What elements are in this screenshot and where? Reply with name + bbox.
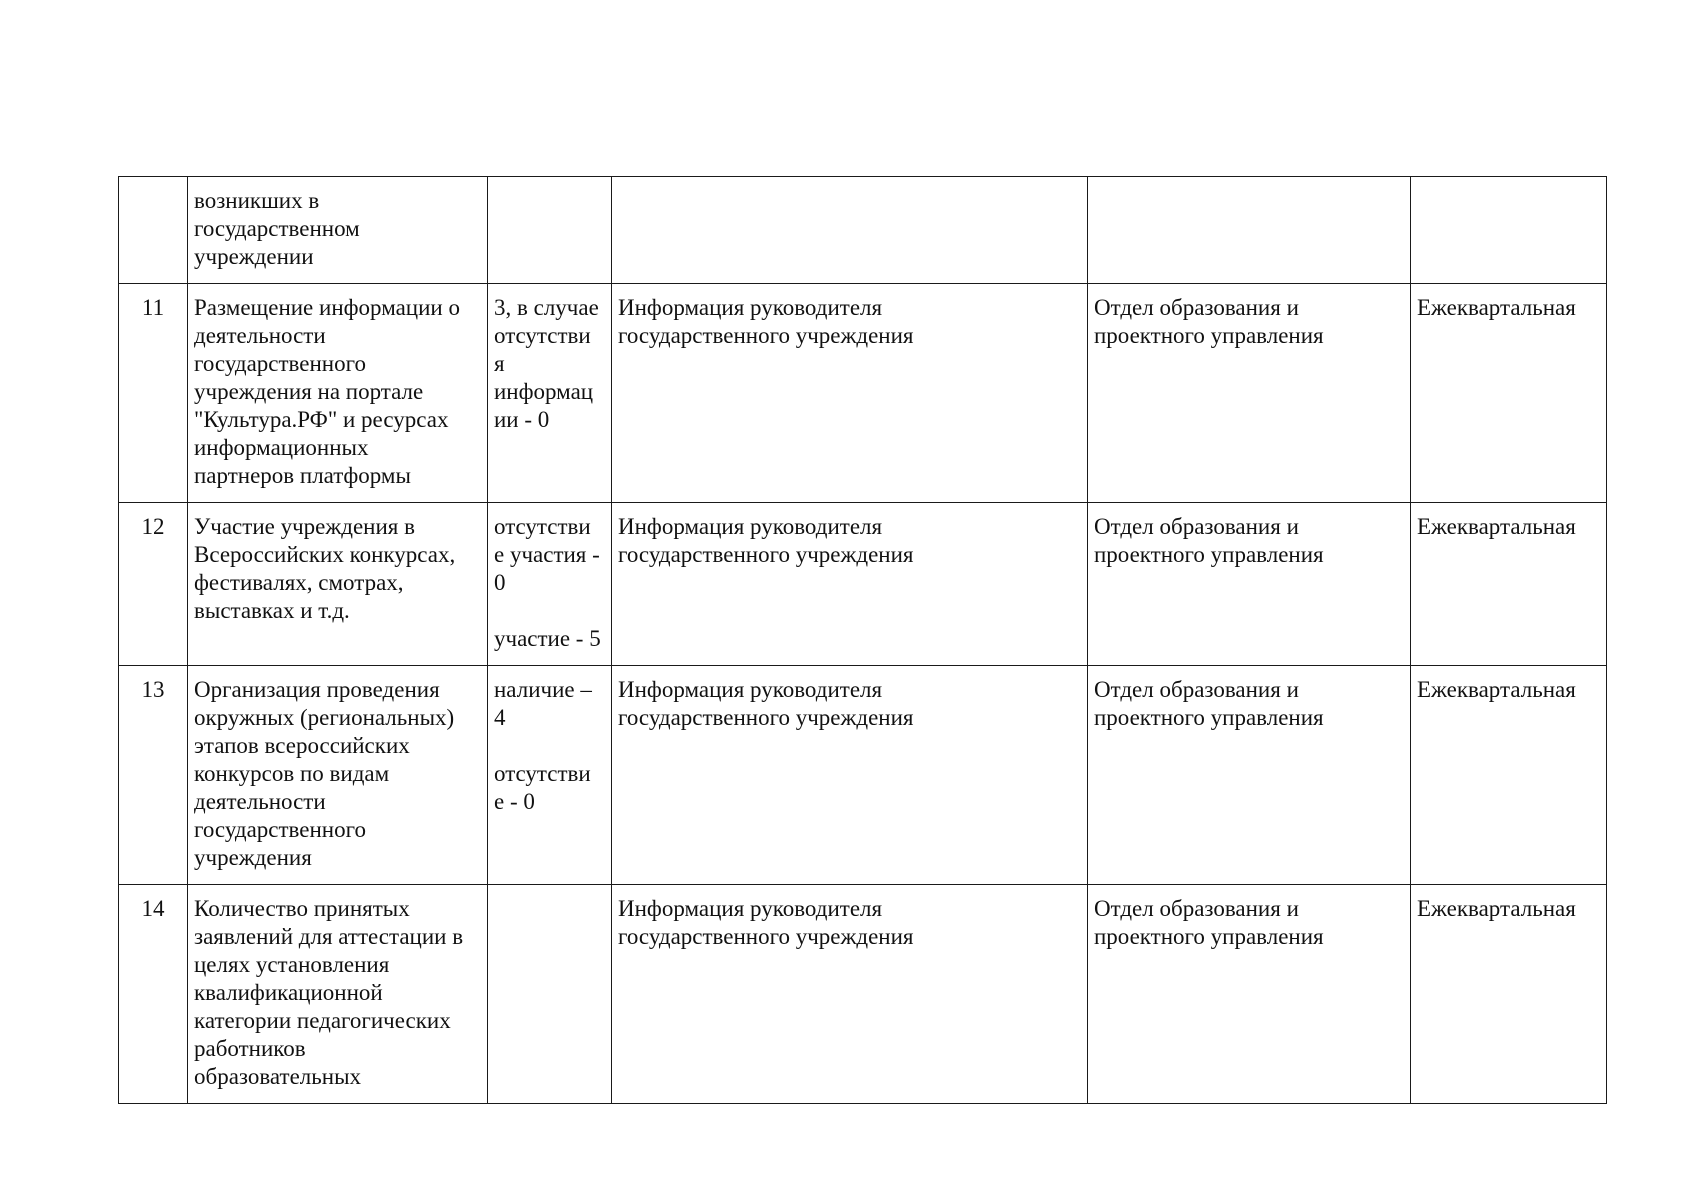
source-line: государственного учреждения [618, 323, 914, 348]
row-number: 13 [141, 677, 165, 702]
frequency-cell [1411, 666, 1607, 885]
row-number: 12 [141, 514, 165, 539]
source-line: Информация руководителя [618, 514, 883, 539]
criteria-line: отсутстви [494, 323, 591, 348]
row-number-cell [119, 666, 188, 885]
indicator-line: учреждении [194, 244, 314, 269]
source-line: Информация руководителя [618, 295, 883, 320]
source-cell [612, 284, 1088, 503]
criteria-cell [488, 284, 612, 503]
responsible-line: Отдел образования и [1094, 677, 1299, 702]
frequency-line: Ежеквартальная [1417, 677, 1576, 702]
indicator-line: государственного [194, 817, 366, 842]
indicator-line: деятельности [194, 323, 326, 348]
indicator-line: учреждения на портале [194, 379, 424, 404]
indicator-line: Всероссийских конкурсах, [194, 542, 456, 567]
indicator-line: выставках и т.д. [194, 598, 350, 623]
indicator-line: конкурсов по видам [194, 761, 390, 786]
criteria-line: отсутстви [494, 514, 591, 539]
row-number: 14 [141, 896, 165, 921]
criteria-paragraph [494, 294, 605, 434]
indicator-line: заявлений для аттестации в [194, 924, 464, 949]
indicator-line: Организация проведения [194, 677, 440, 702]
criteria-line: участие - 5 [494, 626, 601, 651]
frequency-cell [1411, 284, 1607, 503]
source-line: государственного учреждения [618, 705, 914, 730]
indicator-line: Количество принятых [194, 896, 410, 921]
table-row [119, 177, 1607, 284]
indicator-cell [188, 503, 488, 666]
responsible-cell [1088, 885, 1411, 1104]
frequency-line: Ежеквартальная [1417, 896, 1576, 921]
indicator-line: фестивалях, смотрах, [194, 570, 404, 595]
indicator-line: этапов всероссийских [194, 733, 410, 758]
criteria-paragraph [494, 625, 605, 653]
indicator-line: образовательных [194, 1064, 362, 1089]
criteria-cell [488, 177, 612, 284]
indicator-line: Размещение информации о [194, 295, 460, 320]
source-cell [612, 666, 1088, 885]
criteria-line: е участия - [494, 542, 600, 567]
frequency-line: Ежеквартальная [1417, 295, 1576, 320]
indicator-line: категории педагогических [194, 1008, 451, 1033]
table-row [119, 503, 1607, 666]
indicator-line: возникших в [194, 188, 320, 213]
indicator-line: деятельности [194, 789, 326, 814]
indicator-cell [188, 177, 488, 284]
criteria-line: 4 [494, 705, 506, 730]
responsible-cell [1088, 503, 1411, 666]
criteria-paragraph [494, 760, 605, 816]
row-number-cell [119, 284, 188, 503]
source-cell [612, 503, 1088, 666]
table-body [119, 177, 1607, 1104]
responsible-line: проектного управления [1094, 705, 1324, 730]
indicator-line: целях установления [194, 952, 390, 977]
table-row [119, 666, 1607, 885]
responsible-line: Отдел образования и [1094, 514, 1299, 539]
indicators-table [118, 176, 1607, 1104]
criteria-cell [488, 666, 612, 885]
responsible-cell [1088, 177, 1411, 284]
table-row [119, 885, 1607, 1104]
source-line: Информация руководителя [618, 677, 883, 702]
row-number-cell [119, 885, 188, 1104]
indicator-cell [188, 284, 488, 503]
criteria-line: наличие – [494, 677, 592, 702]
criteria-line: я [494, 351, 505, 376]
row-number-cell [119, 177, 188, 284]
row-number: 11 [141, 295, 165, 320]
indicator-line: "Культура.РФ" и ресурсах [194, 407, 449, 432]
criteria-line: 3, в случае [494, 295, 599, 320]
criteria-line: 0 [494, 570, 506, 595]
frequency-cell [1411, 885, 1607, 1104]
indicator-line: квалификационной [194, 980, 383, 1005]
criteria-line: е - 0 [494, 789, 535, 814]
responsible-line: Отдел образования и [1094, 896, 1299, 921]
row-number-cell [119, 503, 188, 666]
source-cell [612, 885, 1088, 1104]
indicator-cell [188, 666, 488, 885]
indicator-line: государственном [194, 216, 360, 241]
criteria-cell [488, 503, 612, 666]
table-row [119, 284, 1607, 503]
indicator-line: работников [194, 1036, 306, 1061]
source-line: Информация руководителя [618, 896, 883, 921]
responsible-cell [1088, 666, 1411, 885]
frequency-cell [1411, 177, 1607, 284]
criteria-cell [488, 885, 612, 1104]
indicator-line: учреждения [194, 845, 312, 870]
indicator-line: окружных (региональных) [194, 705, 455, 730]
responsible-line: Отдел образования и [1094, 295, 1299, 320]
indicator-line: Участие учреждения в [194, 514, 415, 539]
source-line: государственного учреждения [618, 542, 914, 567]
frequency-line: Ежеквартальная [1417, 514, 1576, 539]
indicator-line: информационных [194, 435, 369, 460]
frequency-cell [1411, 503, 1607, 666]
source-cell [612, 177, 1088, 284]
responsible-line: проектного управления [1094, 323, 1324, 348]
criteria-line: ии - 0 [494, 407, 550, 432]
responsible-cell [1088, 284, 1411, 503]
indicator-line: государственного [194, 351, 366, 376]
responsible-line: проектного управления [1094, 542, 1324, 567]
criteria-line: отсутстви [494, 761, 591, 786]
criteria-paragraph [494, 513, 605, 597]
responsible-line: проектного управления [1094, 924, 1324, 949]
indicator-cell [188, 885, 488, 1104]
criteria-line: информац [494, 379, 594, 404]
source-line: государственного учреждения [618, 924, 914, 949]
indicator-line: партнеров платформы [194, 463, 411, 488]
criteria-paragraph [494, 676, 605, 732]
